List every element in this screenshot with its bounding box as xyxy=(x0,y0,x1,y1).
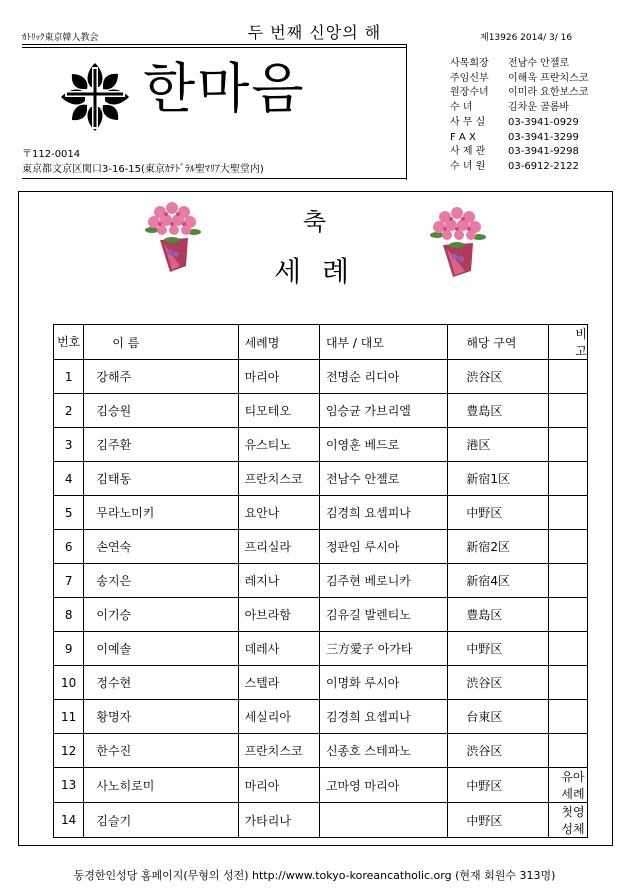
cell-baptismal-name: 스텔라 xyxy=(238,666,319,700)
org-name-jp: ｶﾄﾘｯｸ東京韓人教会 xyxy=(22,33,99,43)
cell-no: 11 xyxy=(54,700,84,734)
cell-note xyxy=(549,598,588,632)
contact-row: 사 무 실 03-3941-0929 xyxy=(450,116,579,128)
cell-name: 한수진 xyxy=(84,734,238,768)
issue-info: 제13926 2014/ 3/ 16 xyxy=(480,33,573,43)
newsletter-title: 한마음 xyxy=(143,57,306,120)
cell-note xyxy=(549,530,588,564)
postal-code: 〒112-0014 xyxy=(22,149,81,160)
table-row xyxy=(54,564,588,598)
table-row xyxy=(54,598,588,632)
table-header-row xyxy=(54,325,588,360)
cell-baptismal-name: 프란치스코 xyxy=(238,734,319,768)
cell-no: 10 xyxy=(54,666,84,700)
table-row xyxy=(54,700,588,734)
header-bottom-rule xyxy=(22,178,406,179)
cell-baptismal-name: 티모테오 xyxy=(238,394,319,428)
col-header-area: 해당 구역 xyxy=(448,325,549,360)
cell-area: 豊島区 xyxy=(448,394,549,428)
cell-name: 김승원 xyxy=(84,394,238,428)
cell-name: 사노히로미 xyxy=(84,768,238,803)
cell-no: 7 xyxy=(54,564,84,598)
table-row xyxy=(54,496,588,530)
cell-note xyxy=(549,564,588,598)
header-divider xyxy=(406,44,407,180)
cell-note xyxy=(549,666,588,700)
cross-emblem-icon xyxy=(55,57,135,137)
cell-godparent: 김경희 요셉피나 xyxy=(319,496,447,530)
cell-no: 4 xyxy=(54,462,84,496)
cell-no: 3 xyxy=(54,428,84,462)
cell-name: 김태동 xyxy=(84,462,238,496)
table-row xyxy=(54,530,588,564)
cell-godparent: 이영훈 베드로 xyxy=(319,428,447,462)
cell-no: 13 xyxy=(54,768,84,803)
cell-godparent xyxy=(319,803,447,838)
footer-homepage: 동경한인성당 홈페이지(무형의 성전) http://www.tokyo-koreancatholic.org (현재 회원수 313명) xyxy=(73,869,556,882)
cell-area: 渋谷区 xyxy=(448,734,549,768)
contact-list xyxy=(450,57,588,175)
cell-note xyxy=(549,394,588,428)
cell-name: 김슬기 xyxy=(84,803,238,838)
cell-note xyxy=(549,496,588,530)
year-theme: 두 번째 신앙의 해 xyxy=(247,23,382,42)
cell-note: 첫영성체 xyxy=(549,803,588,838)
cell-godparent: 김경희 요셉피나 xyxy=(319,700,447,734)
table-row xyxy=(54,632,588,666)
col-header-name: 이 름 xyxy=(84,325,238,360)
table-row xyxy=(54,428,588,462)
cell-godparent: 김주현 베로니카 xyxy=(319,564,447,598)
col-header-godparent: 대부 / 대모 xyxy=(319,325,447,360)
cell-no: 6 xyxy=(54,530,84,564)
cell-baptismal-name: 데레사 xyxy=(238,632,319,666)
cell-name: 이기승 xyxy=(84,598,238,632)
cell-godparent: 이명화 루시아 xyxy=(319,666,447,700)
cell-godparent: 신종호 스테파노 xyxy=(319,734,447,768)
cell-area: 台東区 xyxy=(448,700,549,734)
table-row xyxy=(54,768,588,803)
heading-baptism: 세 례 xyxy=(274,255,355,288)
cell-note xyxy=(549,462,588,496)
cell-area: 新宿4区 xyxy=(448,564,549,598)
cell-baptismal-name: 유스티노 xyxy=(238,428,319,462)
cell-note xyxy=(549,428,588,462)
cell-no: 2 xyxy=(54,394,84,428)
cell-no: 12 xyxy=(54,734,84,768)
cell-godparent: 김유길 발렌티노 xyxy=(319,598,447,632)
cell-godparent: 전남수 안젤로 xyxy=(319,462,447,496)
cell-no: 8 xyxy=(54,598,84,632)
cell-baptismal-name: 프리실라 xyxy=(238,530,319,564)
cell-area: 中野区 xyxy=(448,768,549,803)
cell-baptismal-name: 세실리아 xyxy=(238,700,319,734)
cell-note xyxy=(549,734,588,768)
cell-name: 김주환 xyxy=(84,428,238,462)
cell-baptismal-name: 아브라함 xyxy=(238,598,319,632)
contact-row: 사 제 관 03-3941-9298 xyxy=(450,146,579,158)
col-header-no: 번호 xyxy=(54,325,84,360)
cell-godparent: 三方愛子 아가타 xyxy=(319,632,447,666)
cell-baptismal-name: 요안나 xyxy=(238,496,319,530)
table-row xyxy=(54,666,588,700)
cell-godparent: 임승균 가브리엘 xyxy=(319,394,447,428)
cell-name: 이예솔 xyxy=(84,632,238,666)
table-row xyxy=(54,394,588,428)
cell-area: 渋谷区 xyxy=(448,360,549,394)
contact-row: 수 녀 원 03-6912-2122 xyxy=(450,160,579,172)
cell-name: 정수현 xyxy=(84,666,238,700)
cell-godparent: 전명순 리디아 xyxy=(319,360,447,394)
cell-godparent: 정판임 루시아 xyxy=(319,530,447,564)
heading-congratulations: 축 xyxy=(302,208,327,236)
contact-row: 원장수녀 이미라 요한보스코 xyxy=(450,87,589,99)
baptism-table xyxy=(53,324,588,838)
cell-name: 강해주 xyxy=(84,360,238,394)
cell-no: 9 xyxy=(54,632,84,666)
cell-area: 新宿1区 xyxy=(448,462,549,496)
contact-row: 수 녀 김차운 골롬바 xyxy=(450,102,570,114)
contact-row: 사목회장 전남수 안젤로 xyxy=(450,58,570,69)
table-row xyxy=(54,734,588,768)
cell-godparent: 고마영 마리아 xyxy=(319,768,447,803)
cell-note xyxy=(549,632,588,666)
cell-note: 유아세례 xyxy=(549,768,588,803)
header-rule xyxy=(22,44,406,45)
cell-no: 5 xyxy=(54,496,84,530)
cell-area: 中野区 xyxy=(448,803,549,838)
cell-area: 港区 xyxy=(448,428,549,462)
cell-area: 豊島区 xyxy=(448,598,549,632)
header-rule-thin xyxy=(22,47,406,48)
address: 東京都文京区関口3-16-15(東京ｶﾃﾄﾞﾗﾙ聖ﾏﾘｱ大聖堂内) xyxy=(22,164,264,175)
cell-area: 渋谷区 xyxy=(448,666,549,700)
cell-note xyxy=(549,360,588,394)
contact-row: 주임신부 이해욱 프란치스코 xyxy=(450,72,589,84)
table-row xyxy=(54,462,588,496)
col-header-note: 비고 xyxy=(549,325,588,360)
cell-name: 손연숙 xyxy=(84,530,238,564)
cell-no: 14 xyxy=(54,803,84,838)
cell-no: 1 xyxy=(54,360,84,394)
cell-name: 무라노미키 xyxy=(84,496,238,530)
table-row xyxy=(54,360,588,394)
col-header-baptismal-name: 세례명 xyxy=(238,325,319,360)
cell-area: 中野区 xyxy=(448,632,549,666)
cell-area: 新宿2区 xyxy=(448,530,549,564)
cell-baptismal-name: 레지나 xyxy=(238,564,319,598)
cell-note xyxy=(549,700,588,734)
cell-baptismal-name: 프란치스코 xyxy=(238,462,319,496)
table-row xyxy=(54,803,588,838)
cell-name: 황명자 xyxy=(84,700,238,734)
contact-row: F A X 03-3941-3299 xyxy=(450,131,579,143)
cell-baptismal-name: 가타리나 xyxy=(238,803,319,838)
cell-baptismal-name: 마리아 xyxy=(238,360,319,394)
cell-baptismal-name: 마리아 xyxy=(238,768,319,803)
cell-area: 中野区 xyxy=(448,496,549,530)
cell-name: 송지은 xyxy=(84,564,238,598)
